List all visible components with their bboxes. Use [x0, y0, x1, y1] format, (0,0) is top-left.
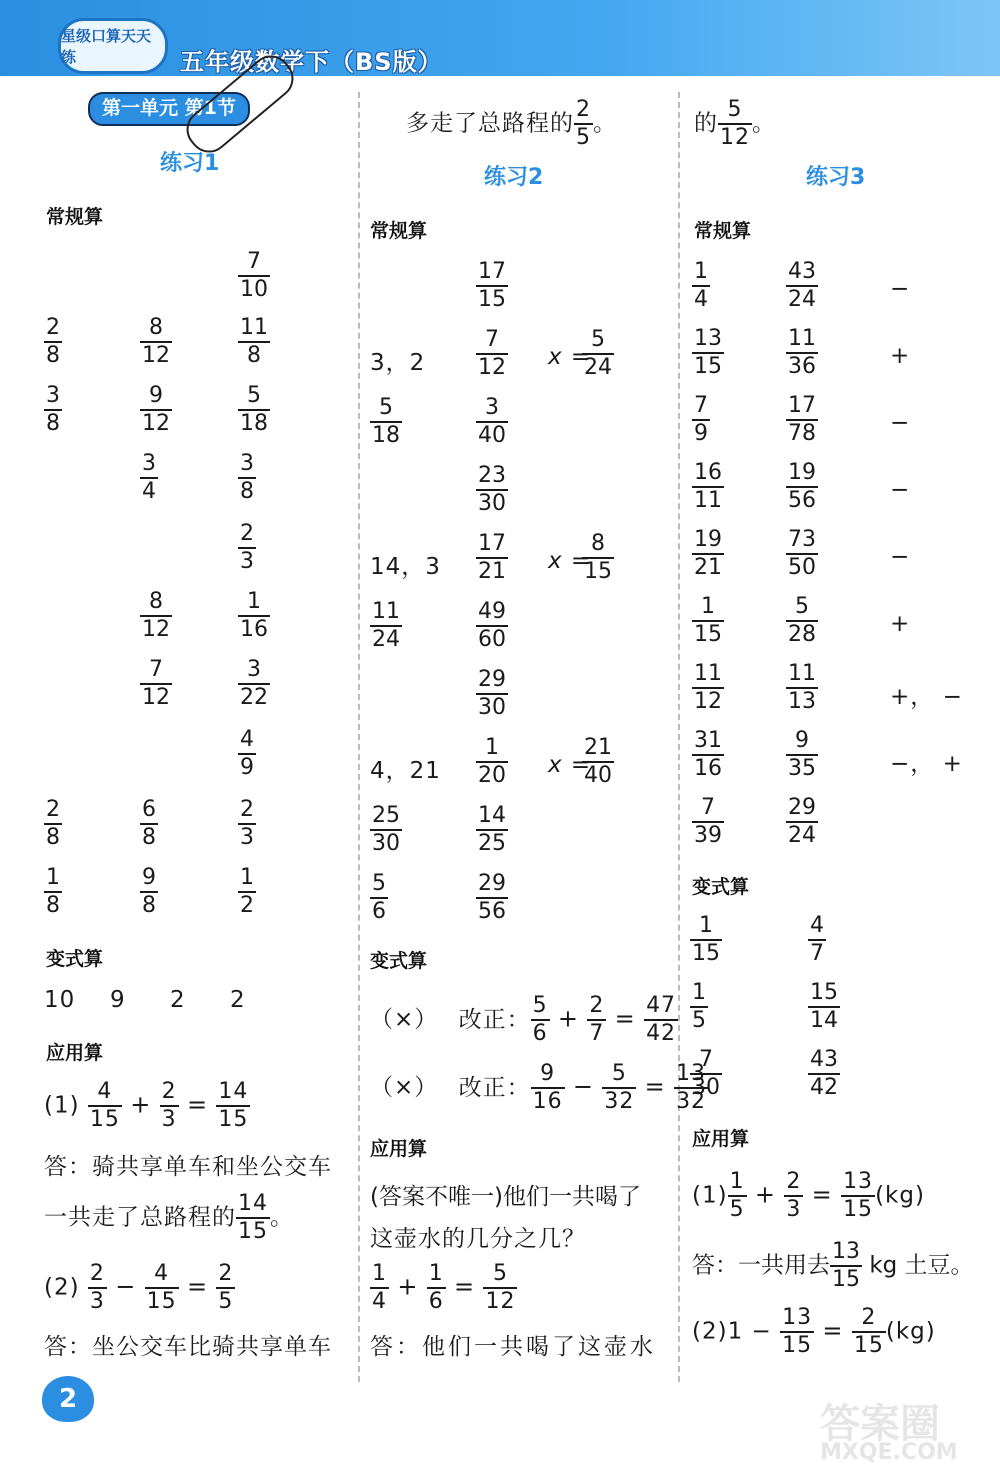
equation-row — [44, 1262, 235, 1314]
sign-answer: −， + — [890, 751, 963, 777]
fraction: $\frac{4}{15}$ — [89, 1079, 120, 1132]
operator: − — [115, 1272, 137, 1301]
section-regular-1: 常规算 — [46, 206, 104, 228]
equation-row — [44, 1080, 250, 1132]
correction-row — [370, 1062, 708, 1114]
fraction: 1 8 — [46, 865, 60, 918]
given-values: 4，21 — [370, 758, 441, 784]
given-values: 14，3 — [370, 554, 441, 580]
fraction: 25 30 — [372, 803, 400, 856]
fraction: 9 8 — [142, 865, 156, 918]
continued-answer: 多走了总路程的 $\frac{2}{5}$ 。 — [406, 97, 617, 150]
fraction: 3 40 — [478, 395, 506, 448]
series-logo: 星级口算天天练 — [58, 18, 168, 74]
fraction: 16 11 — [694, 460, 722, 513]
fraction: $\frac{2}{3}$ — [161, 1079, 177, 1132]
fraction: 1 15 — [694, 594, 722, 647]
section-apply-2: 应用算 — [370, 1138, 428, 1160]
fraction: 7 30 — [692, 1047, 720, 1100]
equation-row — [692, 1170, 925, 1222]
section-regular-3: 常规算 — [694, 220, 752, 242]
fraction: 11 24 — [372, 599, 400, 652]
fraction: 31 16 — [694, 728, 722, 781]
fraction: $\frac{5}{32}$ — [604, 1061, 635, 1114]
variant-answer: 2 — [170, 987, 186, 1013]
fraction: $\frac{2}{15}$ — [853, 1305, 884, 1358]
section-regular-2: 常规算 — [370, 220, 428, 242]
exercise-2-title: 练习2 — [484, 165, 544, 190]
fraction: 15 14 — [810, 980, 838, 1033]
variant-answer: 2 — [230, 987, 246, 1013]
fraction: $\frac{1}{6}$ — [428, 1261, 444, 1314]
fraction: 49 60 — [478, 599, 506, 652]
fraction: 9 35 — [788, 728, 816, 781]
fraction: 2 8 — [46, 315, 60, 368]
fraction: 4 9 — [240, 727, 254, 780]
fraction: $\frac{4}{15}$ — [146, 1261, 177, 1314]
fraction: $\frac{5}{12}$ — [720, 97, 750, 150]
fraction: 43 42 — [810, 1047, 838, 1100]
section-variant-2: 变式算 — [370, 950, 428, 972]
equation-row — [370, 1262, 517, 1314]
fraction: 73 50 — [788, 527, 816, 580]
fraction: 11 8 — [240, 315, 268, 368]
variant-answer: 9 — [110, 987, 126, 1013]
sign-answer: +， − — [890, 684, 963, 710]
fraction: $\frac{9}{16}$ — [532, 1061, 563, 1114]
operator: + — [754, 1180, 777, 1209]
fraction: 5 18 — [372, 395, 400, 448]
equals-sign: = — [454, 1272, 476, 1301]
operator: + — [557, 1004, 580, 1033]
column-divider-2 — [678, 92, 680, 1382]
operator: − — [572, 1072, 595, 1101]
fraction: 1 5 — [692, 980, 706, 1033]
fraction: 3 8 — [240, 451, 254, 504]
fraction: 3 4 — [142, 451, 156, 504]
fraction: 43 24 — [788, 259, 816, 312]
fraction: 5 18 — [240, 383, 268, 436]
equals-sign: = — [822, 1316, 844, 1345]
operator: + — [397, 1272, 419, 1301]
fraction: $\frac{1}{5}$ — [729, 1169, 745, 1222]
fraction: 5 24 — [584, 327, 612, 380]
fraction: $\frac{2}{3}$ — [89, 1261, 105, 1314]
fraction: 7 10 — [240, 249, 268, 302]
answer-line: 答：一共用去 $\frac{13}{15}$ kg 土豆。 — [692, 1239, 974, 1292]
section-apply-1: 应用算 — [46, 1042, 104, 1064]
fraction: 5 28 — [788, 594, 816, 647]
fraction: $\frac{13}{15}$ — [782, 1305, 813, 1358]
book-title: 五年级数学下（BS版） — [180, 48, 443, 76]
fraction: $\frac{5}{6}$ — [532, 993, 548, 1046]
equals-sign: = — [186, 1272, 209, 1301]
answer-line: 答：骑共享单车和坐公交车 — [44, 1154, 332, 1180]
fraction: 21 40 — [584, 735, 612, 788]
fraction: 13 15 — [694, 326, 722, 379]
given-values: 3，2 — [370, 350, 426, 376]
fraction: 11 36 — [788, 326, 816, 379]
fraction: 8 12 — [142, 315, 170, 368]
fraction: $\frac{13}{15}$ — [843, 1169, 874, 1222]
fraction: $\frac{2}{5}$ — [576, 97, 591, 150]
fraction: 17 78 — [788, 393, 816, 446]
equals-sign: = — [186, 1090, 209, 1119]
fraction: 1 4 — [694, 259, 708, 312]
answer-line: 一共走了总路程的 $\frac{14}{15}$ 。 — [44, 1191, 294, 1244]
variant-answer: 10 — [44, 987, 76, 1013]
fraction: $\frac{13}{15}$ — [832, 1239, 860, 1292]
column-divider-1 — [358, 92, 360, 1382]
fraction: $\frac{14}{15}$ — [238, 1191, 268, 1244]
fraction: 7 12 — [478, 327, 506, 380]
correction-row — [370, 994, 678, 1046]
fraction: 11 13 — [788, 661, 816, 714]
fraction: 4 7 — [810, 913, 824, 966]
fraction: 7 12 — [142, 657, 170, 710]
fraction: 9 12 — [142, 383, 170, 436]
fraction: $\frac{47}{42}$ — [646, 993, 677, 1046]
equals-sign: = — [614, 1004, 636, 1033]
fraction: 2 8 — [46, 797, 60, 850]
fraction: 1 16 — [240, 589, 268, 642]
fraction: 19 21 — [694, 527, 722, 580]
question-line: 这壶水的几分之几？ — [370, 1226, 586, 1252]
fraction: $\frac{13}{32}$ — [676, 1061, 707, 1114]
question-label: (2)1 − — [692, 1318, 772, 1345]
sign-answer: − — [890, 410, 911, 436]
sign-answer: + — [890, 343, 911, 369]
unit: (kg) — [875, 1182, 925, 1209]
fraction: 14 25 — [478, 803, 506, 856]
fraction: 2 3 — [240, 521, 254, 574]
section-apply-3: 应用算 — [692, 1128, 750, 1150]
fraction: 8 12 — [142, 589, 170, 642]
answer-line: 答：坐公交车比骑共享单车 — [44, 1334, 332, 1360]
page-number: 2 — [42, 1376, 94, 1422]
correction-label: 改正： — [458, 1074, 531, 1101]
section-variant-3: 变式算 — [692, 876, 750, 898]
unit-tag: 第一单元 第1节 — [88, 92, 250, 126]
fraction: 17 21 — [478, 531, 506, 584]
equals-sign: = — [811, 1180, 833, 1209]
fraction: $\frac{14}{15}$ — [218, 1079, 249, 1132]
exercise-3-title: 练习3 — [806, 165, 866, 190]
fraction: 1 2 — [240, 865, 254, 918]
equation-variable: x = — [548, 548, 592, 574]
fraction: $\frac{2}{7}$ — [589, 993, 605, 1046]
fraction: $\frac{1}{4}$ — [372, 1261, 387, 1314]
sign-answer: − — [890, 477, 911, 503]
watermark: 答案圈 — [820, 1401, 940, 1447]
question-label: (1) — [692, 1182, 728, 1209]
fraction: 3 22 — [240, 657, 268, 710]
fraction: 29 24 — [788, 795, 816, 848]
equation-row — [692, 1306, 936, 1358]
fraction: 1 20 — [478, 735, 506, 788]
fraction: $\frac{2}{3}$ — [786, 1169, 802, 1222]
wrong-mark: （×） — [370, 1006, 439, 1033]
fraction: 8 15 — [584, 531, 612, 584]
operator: + — [130, 1090, 152, 1119]
continued-answer: 的 $\frac{5}{12}$ 。 — [694, 97, 776, 150]
sign-answer: − — [890, 276, 911, 302]
equation-variable: x = — [548, 752, 592, 778]
fraction: 11 12 — [694, 661, 722, 714]
fraction: 3 8 — [46, 383, 60, 436]
correction-label: 改正： — [458, 1006, 531, 1033]
fraction: 29 30 — [478, 667, 506, 720]
wrong-mark: （×） — [370, 1074, 439, 1101]
fraction: 19 56 — [788, 460, 816, 513]
question-line: (答案不唯一)他们一共喝了 — [370, 1184, 641, 1210]
sign-answer: + — [890, 611, 911, 637]
fraction: 6 8 — [142, 797, 156, 850]
equation-variable: x = — [548, 344, 592, 370]
fraction: 17 15 — [478, 259, 506, 312]
section-variant-1: 变式算 — [46, 948, 104, 970]
fraction: 29 56 — [478, 871, 506, 924]
unit: (kg) — [885, 1318, 936, 1345]
fraction: 23 30 — [478, 463, 506, 516]
sign-answer: − — [890, 544, 911, 570]
fraction: 2 3 — [240, 797, 254, 850]
fraction: $\frac{5}{12}$ — [485, 1261, 516, 1314]
watermark-url: MXQE.COM — [820, 1440, 958, 1465]
fraction: $\frac{2}{5}$ — [218, 1261, 234, 1314]
answer-line: 答：他们一共喝了这壶水 — [370, 1334, 656, 1360]
question-label: (2) — [44, 1274, 80, 1301]
fraction: 7 9 — [694, 393, 708, 446]
question-label: (1) — [44, 1092, 80, 1119]
equals-sign: = — [644, 1072, 666, 1101]
fraction: 7 39 — [694, 795, 722, 848]
fraction: 5 6 — [372, 871, 386, 924]
fraction: 1 15 — [692, 913, 720, 966]
exercise-1-title: 练习1 — [160, 151, 220, 176]
